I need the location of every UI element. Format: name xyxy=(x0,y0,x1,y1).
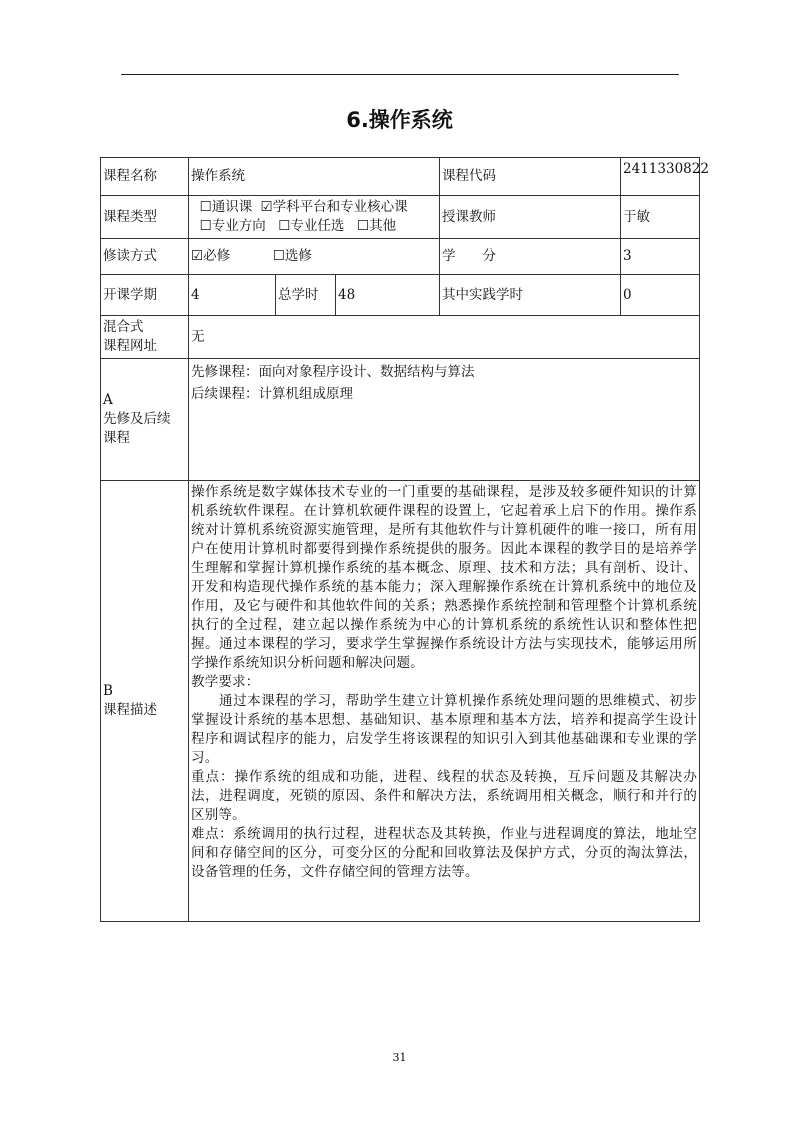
mode-option-elective xyxy=(273,247,312,266)
type-option-direction xyxy=(200,217,266,236)
type-option-label: 专业任选 xyxy=(290,218,345,234)
practice-label: 其中实践学时 xyxy=(440,275,621,316)
credit-label: 学 分 xyxy=(440,239,621,275)
code-value: 2411330822 xyxy=(621,158,700,196)
type-option-general xyxy=(200,198,253,217)
teacher-value: 于敏 xyxy=(621,196,700,239)
header-rule xyxy=(121,74,679,75)
prereq-label-line: 先修及后续 xyxy=(103,411,171,427)
type-options xyxy=(189,196,440,239)
teacher-label: 授课教师 xyxy=(440,196,621,239)
checkbox-checked-icon: ☑ xyxy=(191,248,204,264)
mode-option-label: 选修 xyxy=(284,248,312,264)
key-points: 重点：操作系统的组成和功能，进程、线程的状态及转换，互斥问题及其解决办法，进程调度，死锁的原因、条件和解决方法，系统调用相关概念，顺行和并行的区别等。 xyxy=(191,769,698,823)
hours-value: 48 xyxy=(336,275,440,316)
desc-intro: 操作系统是数字媒体技术专业的一门重要的基础课程，是涉及较多硬件知识的计算机系统软件课程。在计算机软硬件课程的设置上，它起着承上启下的作用。操作系统对计算机系统资源实施管理，是所有其他软件与计算机硬件的唯一接口，所有用户在使用计算机时都要得到操作系统提供的服务。因此本课程的教学目的是培养学生理解和掌握计算机操作系统的基本概念、原理、技术和方法；具有剖析、设计、开发和构造现代操作系统的基本能力；深入理解操作系统在计算机系统中的地位及作用，及它与硬件和其他软件间的关系；熟悉操作系统控制和管理整个计算机系统执行的全过程，建立起以操作系统为中心的计算机系统的系统性认识和整体性把握。通过本课程的学习，要求学生掌握操作系统设计方法与实现技术，能够运用所学操作系统知识分析问题和解决问题。 xyxy=(191,484,698,671)
checkbox-empty-icon: ☐ xyxy=(199,218,212,234)
follow-courses: 后续课程：计算机组成原理 xyxy=(191,386,353,402)
prereq-value xyxy=(189,359,700,481)
mode-options xyxy=(189,239,440,275)
type-option-label: 专业方向 xyxy=(211,218,266,234)
type-option-elective xyxy=(278,217,344,236)
checkbox-empty-icon: ☐ xyxy=(199,199,212,215)
code-label: 课程代码 xyxy=(440,158,621,196)
hybrid-label-line: 混合式 xyxy=(103,319,144,335)
term-value: 4 xyxy=(189,275,276,316)
name-label: 课程名称 xyxy=(101,158,189,196)
hours-label: 总学时 xyxy=(276,275,336,316)
req-heading: 教学要求： xyxy=(191,674,260,690)
checkbox-empty-icon: ☐ xyxy=(278,218,291,234)
checkbox-empty-icon: ☐ xyxy=(272,248,285,264)
type-option-core xyxy=(261,198,408,217)
type-option-label: 学科平台和专业核心课 xyxy=(272,199,408,215)
course-description xyxy=(189,481,700,922)
difficulties: 难点：系统调用的执行过程，进程状态及其转换，作业与进程调度的算法，地址空间和存储空间的区分，可变分区的分配和回收算法及保护方式，分页的淘汰算法，设备管理的任务，文件存储空间的管理方法等。 xyxy=(191,826,698,880)
credit-value: 3 xyxy=(621,239,700,275)
mode-label: 修读方式 xyxy=(101,239,189,275)
prereq-label-line: A xyxy=(103,392,113,408)
prereq-courses: 先修课程：面向对象程序设计、数据结构与算法 xyxy=(191,364,475,380)
page-number: 31 xyxy=(392,1051,407,1064)
type-option-label: 通识课 xyxy=(211,199,253,215)
req-text: 通过本课程的学习，帮助学生建立计算机操作系统处理问题的思维模式、初步掌握设计系统的基本思想、基础知识、基本原理和基本方法，培养和提高学生设计程序和调试程序的能力，启发学生将该课程的知识引入到其他基础课和专业课的学习。 xyxy=(191,693,698,766)
hybrid-value: 无 xyxy=(189,316,700,359)
page-title: 6.操作系统 xyxy=(346,108,453,132)
mode-option-required xyxy=(191,247,230,266)
checkbox-checked-icon: ☑ xyxy=(260,199,273,215)
type-option-label: 其他 xyxy=(369,218,397,234)
checkbox-empty-icon: ☐ xyxy=(357,218,370,234)
practice-value: 0 xyxy=(621,275,700,316)
name-value: 操作系统 xyxy=(189,158,440,196)
hybrid-label-line: 课程网址 xyxy=(103,338,157,354)
prereq-label xyxy=(101,359,189,481)
prereq-label-line: 课程 xyxy=(103,430,130,446)
desc-label xyxy=(101,481,189,922)
type-option-other xyxy=(357,217,396,236)
term-label: 开课学期 xyxy=(101,275,189,316)
mode-option-label: 必修 xyxy=(203,248,231,264)
hybrid-label xyxy=(101,316,189,359)
type-label: 课程类型 xyxy=(101,196,189,239)
desc-label-line: 课程描述 xyxy=(103,702,157,718)
desc-label-line: B xyxy=(103,683,113,699)
course-info-table xyxy=(100,157,709,922)
